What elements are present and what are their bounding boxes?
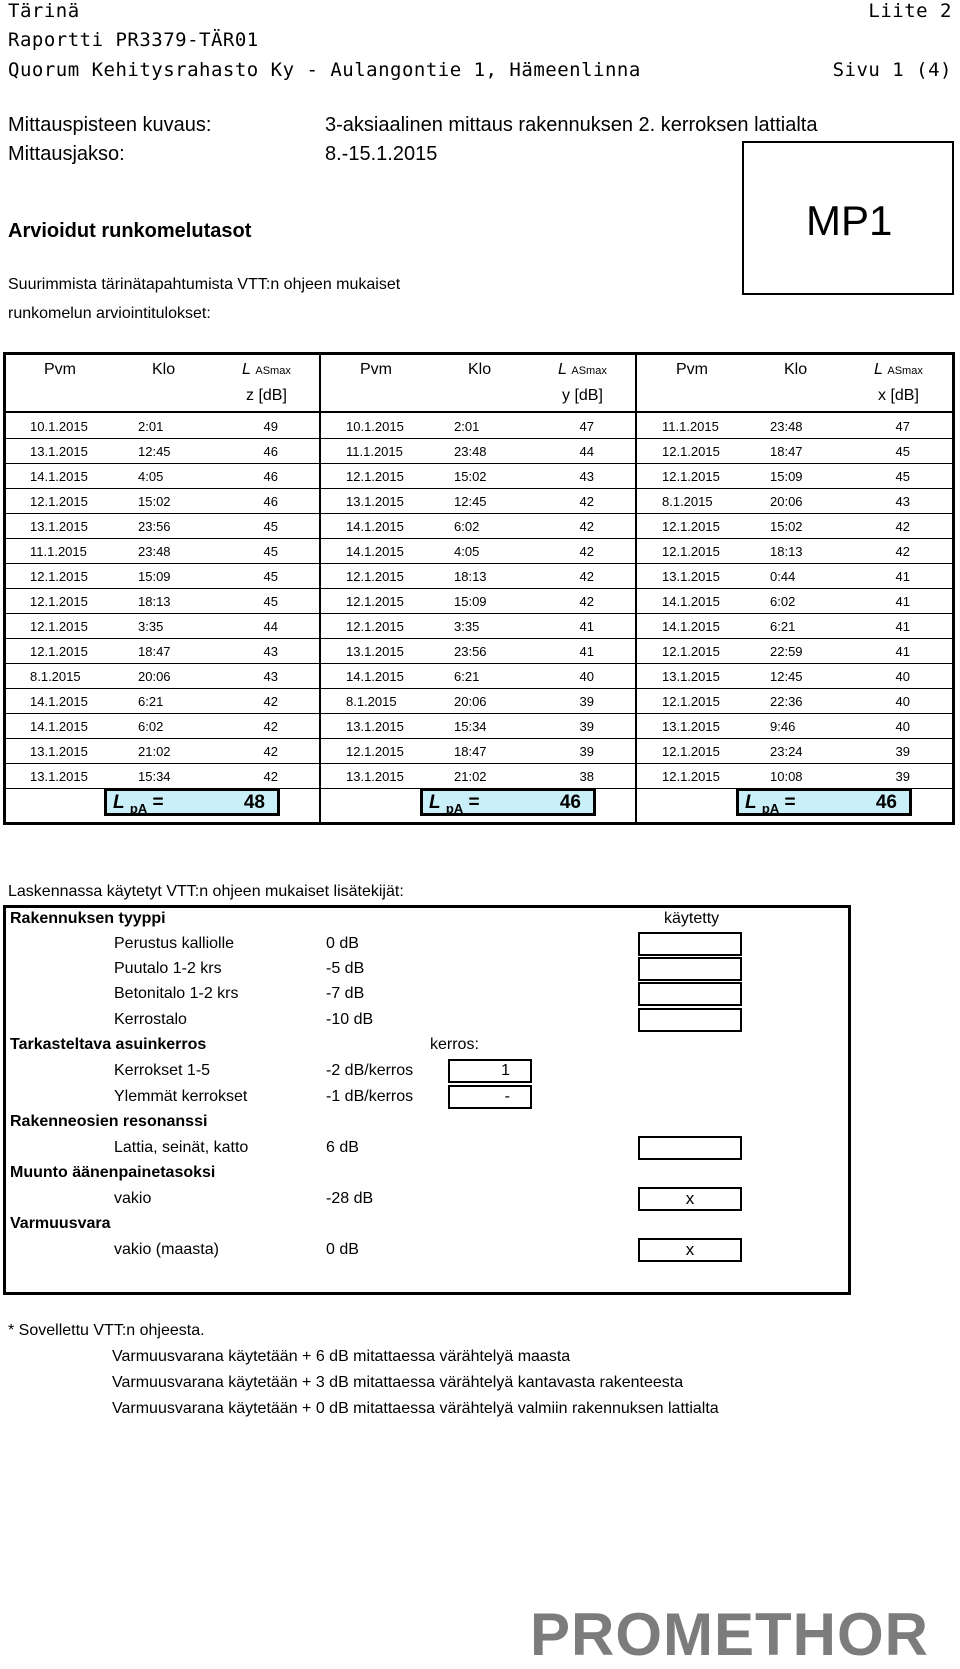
floor-item-value: -2 dB/kerros bbox=[326, 1062, 414, 1079]
cell-date: 12.1.2015 bbox=[346, 569, 404, 584]
building-type-title: Rakennuksen tyyppi bbox=[10, 910, 166, 927]
cell-time: 15:34 bbox=[138, 769, 171, 784]
page-number: Sivu 1 (4) bbox=[832, 59, 952, 81]
cell-time: 12:45 bbox=[138, 444, 171, 459]
cell-time: 22:59 bbox=[770, 644, 803, 659]
col-unit: y [dB] bbox=[562, 387, 603, 404]
cell-date: 14.1.2015 bbox=[30, 694, 88, 709]
margin-title: Varmuusvara bbox=[10, 1215, 111, 1232]
factors-box bbox=[3, 905, 851, 1295]
cell-date: 13.1.2015 bbox=[346, 719, 404, 734]
floor-item-name: Ylemmät kerrokset bbox=[114, 1088, 248, 1105]
company-logo: PROMETHOR bbox=[530, 1601, 929, 1668]
cell-date: 14.1.2015 bbox=[662, 619, 720, 634]
cell-level: 45 bbox=[895, 444, 910, 459]
bt-item-name: Betonitalo 1-2 krs bbox=[114, 985, 239, 1002]
table-row bbox=[6, 464, 952, 489]
cell-date: 13.1.2015 bbox=[30, 769, 88, 784]
measurement-point-box bbox=[742, 141, 954, 295]
cell-time: 4:05 bbox=[454, 544, 480, 559]
cell-date: 13.1.2015 bbox=[30, 444, 88, 459]
cell-time: 21:02 bbox=[138, 744, 171, 759]
cell-time: 18:47 bbox=[138, 644, 171, 659]
results-table bbox=[3, 352, 955, 825]
cell-date: 12.1.2015 bbox=[30, 619, 88, 634]
cell-date: 12.1.2015 bbox=[662, 519, 720, 534]
floor-item-value: -1 dB/kerros bbox=[326, 1088, 414, 1105]
cell-level: 39 bbox=[895, 769, 910, 784]
cell-time: 6:02 bbox=[454, 519, 480, 534]
cell-level: 45 bbox=[263, 569, 278, 584]
used-checkbox[interactable]: x bbox=[638, 1238, 742, 1262]
cell-time: 2:01 bbox=[454, 419, 480, 434]
cell-level: 45 bbox=[895, 469, 910, 484]
cell-level: 45 bbox=[263, 594, 278, 609]
client-name: Quorum Kehitysrahasto Ky - Aulangontie 1, Hämeenlinna bbox=[8, 59, 641, 81]
cell-date: 12.1.2015 bbox=[662, 444, 720, 459]
cell-level: 42 bbox=[263, 694, 278, 709]
cell-time: 2:01 bbox=[138, 419, 164, 434]
cell-date: 12.1.2015 bbox=[662, 544, 720, 559]
col-header-klo: Klo bbox=[468, 361, 492, 378]
cell-date: 13.1.2015 bbox=[30, 744, 88, 759]
cell-date: 12.1.2015 bbox=[30, 494, 88, 509]
table-row bbox=[6, 739, 952, 764]
cell-time: 6:21 bbox=[454, 669, 480, 684]
cell-time: 0:44 bbox=[770, 569, 796, 584]
cell-level: 42 bbox=[895, 544, 910, 559]
cell-level: 45 bbox=[263, 544, 278, 559]
cell-time: 12:45 bbox=[770, 669, 803, 684]
table-row bbox=[6, 589, 952, 614]
cell-time: 15:02 bbox=[770, 519, 803, 534]
cell-time: 23:56 bbox=[138, 519, 171, 534]
cell-level: 42 bbox=[579, 594, 594, 609]
table-row bbox=[6, 614, 952, 639]
cell-date: 12.1.2015 bbox=[662, 769, 720, 784]
cell-time: 12:45 bbox=[454, 494, 487, 509]
cell-level: 43 bbox=[263, 644, 278, 659]
note-line: Varmuusvarana käytetään + 3 dB mitattaessa värähtelyä kantavasta rakenteesta bbox=[112, 1374, 684, 1391]
bt-item-value: -7 dB bbox=[326, 985, 365, 1002]
cell-time: 6:02 bbox=[770, 594, 796, 609]
cell-date: 13.1.2015 bbox=[662, 669, 720, 684]
cell-date: 10.1.2015 bbox=[346, 419, 404, 434]
cell-date: 13.1.2015 bbox=[662, 719, 720, 734]
cell-time: 15:34 bbox=[454, 719, 487, 734]
margin-value: 0 dB bbox=[326, 1241, 359, 1258]
cell-time: 18:13 bbox=[138, 594, 171, 609]
cell-time: 23:56 bbox=[454, 644, 487, 659]
desc-value: 3-aksiaalinen mittaus rakennuksen 2. kerroksen lattialta bbox=[325, 114, 818, 136]
section-title: Arvioidut runkomelutasot bbox=[8, 220, 252, 242]
used-checkbox[interactable]: x bbox=[638, 1187, 742, 1211]
cell-level: 45 bbox=[263, 519, 278, 534]
cell-level: 42 bbox=[579, 494, 594, 509]
desc-label: Mittauspisteen kuvaus: bbox=[8, 114, 212, 136]
cell-level: 42 bbox=[579, 569, 594, 584]
note-line: Varmuusvarana käytetään + 0 dB mitattaessa värähtelyä valmiin rakennuksen lattialta bbox=[112, 1400, 719, 1417]
cell-time: 18:13 bbox=[454, 569, 487, 584]
cell-level: 40 bbox=[895, 719, 910, 734]
header-left-title: Tärinä bbox=[8, 0, 80, 22]
col-header-lasmax: L ASmax bbox=[874, 361, 923, 378]
cell-level: 49 bbox=[263, 419, 278, 434]
cell-time: 15:02 bbox=[454, 469, 487, 484]
used-checkbox[interactable] bbox=[638, 957, 742, 981]
cell-time: 18:47 bbox=[454, 744, 487, 759]
bt-item-value: -5 dB bbox=[326, 960, 365, 977]
cell-time: 23:48 bbox=[770, 419, 803, 434]
cell-level: 44 bbox=[263, 619, 278, 634]
cell-level: 39 bbox=[579, 744, 594, 759]
period-value: 8.-15.1.2015 bbox=[325, 143, 438, 165]
cell-level: 47 bbox=[895, 419, 910, 434]
conversion-title: Muunto äänenpainetasoksi bbox=[10, 1164, 216, 1181]
cell-time: 23:48 bbox=[454, 444, 487, 459]
cell-level: 39 bbox=[579, 694, 594, 709]
cell-level: 41 bbox=[895, 594, 910, 609]
cell-time: 3:35 bbox=[454, 619, 480, 634]
cell-level: 46 bbox=[263, 444, 278, 459]
cell-time: 20:06 bbox=[770, 494, 803, 509]
cell-date: 10.1.2015 bbox=[30, 419, 88, 434]
cell-date: 14.1.2015 bbox=[346, 519, 404, 534]
cell-time: 3:35 bbox=[138, 619, 164, 634]
cell-level: 46 bbox=[263, 469, 278, 484]
bt-item-name: Kerrostalo bbox=[114, 1011, 187, 1028]
table-row bbox=[6, 489, 952, 514]
col-header-pvm: Pvm bbox=[360, 361, 392, 378]
table-row bbox=[6, 639, 952, 664]
cell-date: 14.1.2015 bbox=[30, 469, 88, 484]
lpa-result-y: L $_{pA}$ = 46 bbox=[420, 788, 596, 816]
bt-item-name: Perustus kalliolle bbox=[114, 935, 235, 952]
cell-time: 21:02 bbox=[454, 769, 487, 784]
section-desc-2: runkomelun arviointitulokset: bbox=[8, 305, 211, 322]
floor-title: Tarkasteltava asuinkerros bbox=[10, 1036, 207, 1053]
cell-level: 46 bbox=[263, 494, 278, 509]
period-label: Mittausjakso: bbox=[8, 143, 125, 165]
cell-time: 15:09 bbox=[454, 594, 487, 609]
table-row bbox=[6, 714, 952, 739]
cell-level: 40 bbox=[895, 669, 910, 684]
used-checkbox[interactable] bbox=[638, 982, 742, 1006]
cell-date: 13.1.2015 bbox=[346, 494, 404, 509]
cell-date: 14.1.2015 bbox=[346, 544, 404, 559]
cell-time: 23:24 bbox=[770, 744, 803, 759]
header-right-title: Liite 2 bbox=[868, 0, 952, 22]
section-desc-1: Suurimmista tärinätapahtumista VTT:n ohjeen mukaiset bbox=[8, 276, 401, 293]
bt-item-name: Puutalo 1-2 krs bbox=[114, 960, 222, 977]
conversion-name: vakio bbox=[114, 1190, 152, 1207]
cell-time: 20:06 bbox=[454, 694, 487, 709]
table-row bbox=[6, 689, 952, 714]
cell-level: 42 bbox=[579, 519, 594, 534]
cell-level: 42 bbox=[895, 519, 910, 534]
cell-date: 14.1.2015 bbox=[662, 594, 720, 609]
table-row bbox=[6, 539, 952, 564]
table-row bbox=[6, 764, 952, 789]
cell-level: 41 bbox=[895, 619, 910, 634]
measurement-point: MP1 bbox=[806, 197, 893, 244]
cell-time: 15:09 bbox=[770, 469, 803, 484]
cell-time: 23:48 bbox=[138, 544, 171, 559]
table-row bbox=[6, 439, 952, 464]
cell-level: 43 bbox=[579, 469, 594, 484]
used-label: käytetty bbox=[664, 910, 720, 927]
cell-date: 12.1.2015 bbox=[346, 619, 404, 634]
cell-level: 41 bbox=[895, 569, 910, 584]
cell-time: 6:02 bbox=[138, 719, 164, 734]
col-unit: x [dB] bbox=[878, 387, 919, 404]
cell-date: 12.1.2015 bbox=[30, 594, 88, 609]
cell-level: 38 bbox=[579, 769, 594, 784]
cell-date: 11.1.2015 bbox=[662, 419, 719, 434]
cell-date: 12.1.2015 bbox=[662, 694, 720, 709]
conversion-value: -28 dB bbox=[326, 1190, 374, 1207]
cell-level: 42 bbox=[579, 544, 594, 559]
cell-date: 12.1.2015 bbox=[346, 469, 404, 484]
table-row bbox=[6, 564, 952, 589]
cell-date: 13.1.2015 bbox=[30, 519, 88, 534]
cell-time: 9:46 bbox=[770, 719, 796, 734]
cell-date: 8.1.2015 bbox=[662, 494, 713, 509]
floor-item-name: Kerrokset 1-5 bbox=[114, 1062, 211, 1079]
cell-level: 41 bbox=[895, 644, 910, 659]
cell-date: 12.1.2015 bbox=[662, 469, 720, 484]
cell-level: 40 bbox=[579, 669, 594, 684]
col-header-klo: Klo bbox=[784, 361, 808, 378]
factors-title: Laskennassa käytetyt VTT:n ohjeen mukaiset lisätekijät: bbox=[8, 883, 404, 900]
floor-label: kerros: bbox=[430, 1036, 479, 1053]
resonance-value: 6 dB bbox=[326, 1139, 359, 1156]
cell-level: 43 bbox=[895, 494, 910, 509]
cell-time: 18:47 bbox=[770, 444, 803, 459]
col-header-lasmax: L ASmax bbox=[558, 361, 607, 378]
cell-level: 39 bbox=[579, 719, 594, 734]
cell-time: 15:02 bbox=[138, 494, 171, 509]
cell-time: 22:36 bbox=[770, 694, 803, 709]
cell-level: 44 bbox=[579, 444, 594, 459]
cell-date: 12.1.2015 bbox=[662, 644, 720, 659]
cell-level: 47 bbox=[579, 419, 594, 434]
cell-date: 12.1.2015 bbox=[30, 644, 88, 659]
col-header-lasmax: L ASmax bbox=[242, 361, 291, 378]
cell-date: 13.1.2015 bbox=[662, 569, 720, 584]
used-checkbox[interactable] bbox=[638, 1136, 742, 1160]
used-checkbox[interactable] bbox=[638, 1008, 742, 1032]
resonance-title: Rakenneosien resonanssi bbox=[10, 1113, 208, 1130]
table-row bbox=[6, 664, 952, 689]
cell-level: 41 bbox=[579, 644, 594, 659]
cell-level: 39 bbox=[895, 744, 910, 759]
col-header-klo: Klo bbox=[152, 361, 176, 378]
cell-time: 18:13 bbox=[770, 544, 803, 559]
bt-item-value: 0 dB bbox=[326, 935, 359, 952]
floor-input[interactable]: 1 bbox=[448, 1059, 532, 1083]
col-header-pvm: Pvm bbox=[676, 361, 708, 378]
cell-date: 8.1.2015 bbox=[30, 669, 81, 684]
bt-item-value: -10 dB bbox=[326, 1011, 374, 1028]
col-unit: z [dB] bbox=[246, 387, 287, 404]
cell-time: 6:21 bbox=[138, 694, 164, 709]
cell-time: 10:08 bbox=[770, 769, 803, 784]
cell-date: 8.1.2015 bbox=[346, 694, 397, 709]
resonance-name: Lattia, seinät, katto bbox=[114, 1139, 249, 1156]
cell-level: 42 bbox=[263, 719, 278, 734]
cell-level: 43 bbox=[263, 669, 278, 684]
cell-date: 14.1.2015 bbox=[346, 669, 404, 684]
cell-time: 4:05 bbox=[138, 469, 164, 484]
col-header-pvm: Pvm bbox=[44, 361, 76, 378]
cell-date: 12.1.2015 bbox=[346, 594, 404, 609]
cell-date: 12.1.2015 bbox=[30, 569, 88, 584]
notes-title: * Sovellettu VTT:n ohjeesta. bbox=[8, 1322, 205, 1339]
cell-time: 15:09 bbox=[138, 569, 171, 584]
cell-date: 11.1.2015 bbox=[346, 444, 403, 459]
floor-input[interactable]: - bbox=[448, 1085, 532, 1109]
cell-date: 14.1.2015 bbox=[30, 719, 88, 734]
cell-time: 20:06 bbox=[138, 669, 171, 684]
cell-level: 41 bbox=[579, 619, 594, 634]
margin-name: vakio (maasta) bbox=[114, 1241, 219, 1258]
cell-date: 13.1.2015 bbox=[346, 769, 404, 784]
cell-time: 6:21 bbox=[770, 619, 796, 634]
report-id: Raportti PR3379-TÄR01 bbox=[8, 29, 259, 51]
cell-date: 13.1.2015 bbox=[346, 644, 404, 659]
cell-level: 42 bbox=[263, 769, 278, 784]
table-row bbox=[6, 414, 952, 439]
lpa-result-x: L $_{pA}$ = 46 bbox=[736, 788, 912, 816]
cell-date: 11.1.2015 bbox=[30, 544, 87, 559]
note-line: Varmuusvarana käytetään + 6 dB mitattaessa värähtelyä maasta bbox=[112, 1348, 571, 1365]
cell-date: 12.1.2015 bbox=[346, 744, 404, 759]
used-checkbox[interactable] bbox=[638, 932, 742, 956]
cell-level: 40 bbox=[895, 694, 910, 709]
table-row bbox=[6, 514, 952, 539]
cell-date: 12.1.2015 bbox=[662, 744, 720, 759]
lpa-result-z: L $_{pA}$ = 48 bbox=[104, 788, 280, 816]
cell-level: 42 bbox=[263, 744, 278, 759]
